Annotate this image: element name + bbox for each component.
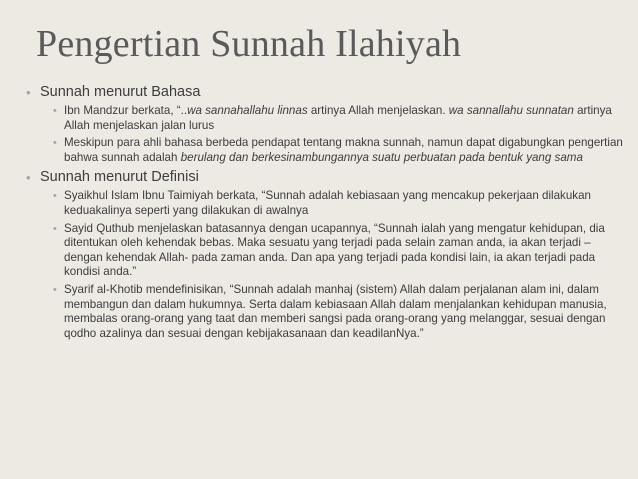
bullet-dot-icon: • <box>53 283 57 296</box>
list-item <box>26 104 626 133</box>
point-text-segment: artinya Allah menjelaskan. <box>307 104 449 117</box>
point-text-segment: artinya Allah menjelaskan jalan lurus <box>64 104 612 132</box>
bullet-dot-icon: • <box>53 190 57 203</box>
point-text-segment: Syarif al-Khotib mendefinisikan, “Sunnah adalah manhaj (sistem) Allah dalam perjalanan alam ini, dalam membangun dan dalam hukumnya. Serta dalam kebiasaan Allah dalam menjalankan kehidupan manusia, membalas orang-orang yang taat dan memberi sangsi pada orang-orang yang melanggar, sesuai dengan qodho azalinya dan sesuai dengan kebijakasanaan dan keadilanNya.” <box>64 282 607 340</box>
section-heading-definisi <box>26 168 626 187</box>
point-text-segment: Ibn Mandzur berkata, “.. <box>64 104 188 117</box>
slide-title: Pengertian Sunnah Ilahiyah <box>36 23 462 65</box>
bullet-dot-icon: • <box>53 105 57 117</box>
list-item <box>26 189 626 218</box>
list-item <box>26 283 626 341</box>
section-heading-text: Sunnah menurut Definisi <box>40 169 199 186</box>
list-item <box>26 222 626 280</box>
bullet-dot-icon: • <box>26 170 31 186</box>
list-item <box>26 136 626 165</box>
point-text-segment-italic: wa sannahallahu linnas <box>187 104 308 117</box>
point-text-segment-italic: berulang dan berkesinambungannya suatu perbuatan pada bentuk yang sama <box>180 150 583 164</box>
section-heading-text: Sunnah menurut Bahasa <box>40 84 201 100</box>
point-text-segment: Meskipun para ahli bahasa berbeda pendapat tentang makna sunnah, namun dapat digabungkan pengertian bahwa sunnah adalah <box>64 136 623 164</box>
bullet-dot-icon: • <box>53 222 57 235</box>
section-heading-bahasa <box>26 83 626 102</box>
bullet-dot-icon: • <box>53 137 57 150</box>
point-text-segment-italic: wa sannallahu sunnatan <box>448 104 574 117</box>
point-text-segment: Syaikhul Islam Ibnu Taimiyah berkata, “Sunnah adalah kebiasaan yang mencakup pekerjaan dilakukan keduakalinya seperti yang dilakukan di awalnya <box>64 189 591 217</box>
slide-content <box>26 83 626 344</box>
point-text-segment: Sayid Quthub menjelaskan batasannya dengan ucapannya, “Sunnah ialah yang mengatur kehidupan, dia ditentukan oleh kehendak bebas. Maka sesuatu yang terjadi pada selain zaman anda, ia akan terjadi –dengan kehendak Allah- pada zaman anda. Dan apa yang terjadi pada kondisi lain, ia akan terjadi pada kondisi anda.” <box>64 221 605 279</box>
bullet-dot-icon: • <box>26 85 31 100</box>
